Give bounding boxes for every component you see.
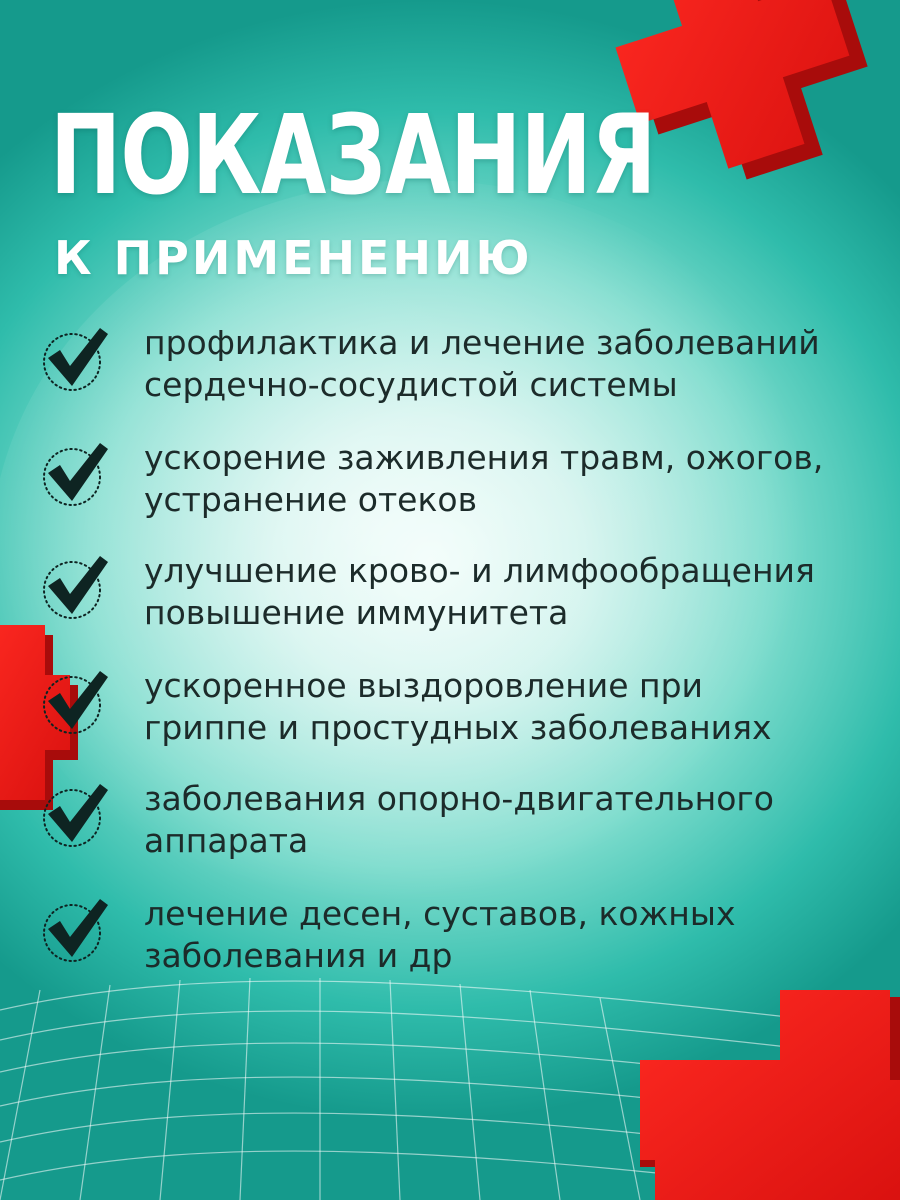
check-mark-icon bbox=[40, 552, 110, 622]
list-item-text bbox=[144, 778, 774, 862]
list-item-line-1: заболевания опорно-двигательного bbox=[144, 779, 774, 818]
check-mark-icon bbox=[40, 439, 110, 509]
list-item-line-1: ускоренное выздоровление при bbox=[144, 666, 704, 705]
check-mark-icon bbox=[40, 895, 110, 965]
list-item-text bbox=[144, 437, 823, 521]
check-mark-icon bbox=[40, 780, 110, 850]
list-item-line-2: аппарата bbox=[144, 821, 309, 860]
list-item bbox=[40, 665, 870, 755]
list-item-text bbox=[144, 322, 820, 406]
red-cross-bottom-right bbox=[640, 990, 900, 1200]
list-item-line-2: устранение отеков bbox=[144, 480, 478, 519]
list-item-text bbox=[144, 893, 735, 977]
list-item-line-2: сердечно-сосудистой системы bbox=[144, 365, 678, 404]
page-title: ПОКАЗАНИЯ bbox=[50, 91, 656, 219]
list-item-line-1: ускорение заживления травм, ожогов, bbox=[144, 438, 824, 477]
list-item bbox=[40, 550, 870, 640]
list-item-text bbox=[144, 665, 771, 749]
list-item bbox=[40, 322, 870, 412]
list-item bbox=[40, 437, 870, 527]
list-item-line-1: лечение десен, суставов, кожных bbox=[144, 894, 736, 933]
list-item-line-1: профилактика и лечение заболеваний bbox=[144, 323, 820, 362]
list-item-line-2: гриппе и простудных заболеваниях bbox=[144, 708, 772, 747]
check-mark-icon bbox=[40, 667, 110, 737]
list-item bbox=[40, 778, 870, 868]
list-item-line-2: повышение иммунитета bbox=[144, 593, 569, 632]
page-subtitle: К ПРИМЕНЕНИЮ bbox=[54, 231, 533, 285]
list-item-line-1: улучшение крово- и лимфообращения bbox=[144, 551, 815, 590]
check-mark-icon bbox=[40, 324, 110, 394]
list-item-text bbox=[144, 550, 815, 634]
list-item-line-2: заболевания и др bbox=[144, 936, 453, 975]
list-item bbox=[40, 893, 870, 983]
